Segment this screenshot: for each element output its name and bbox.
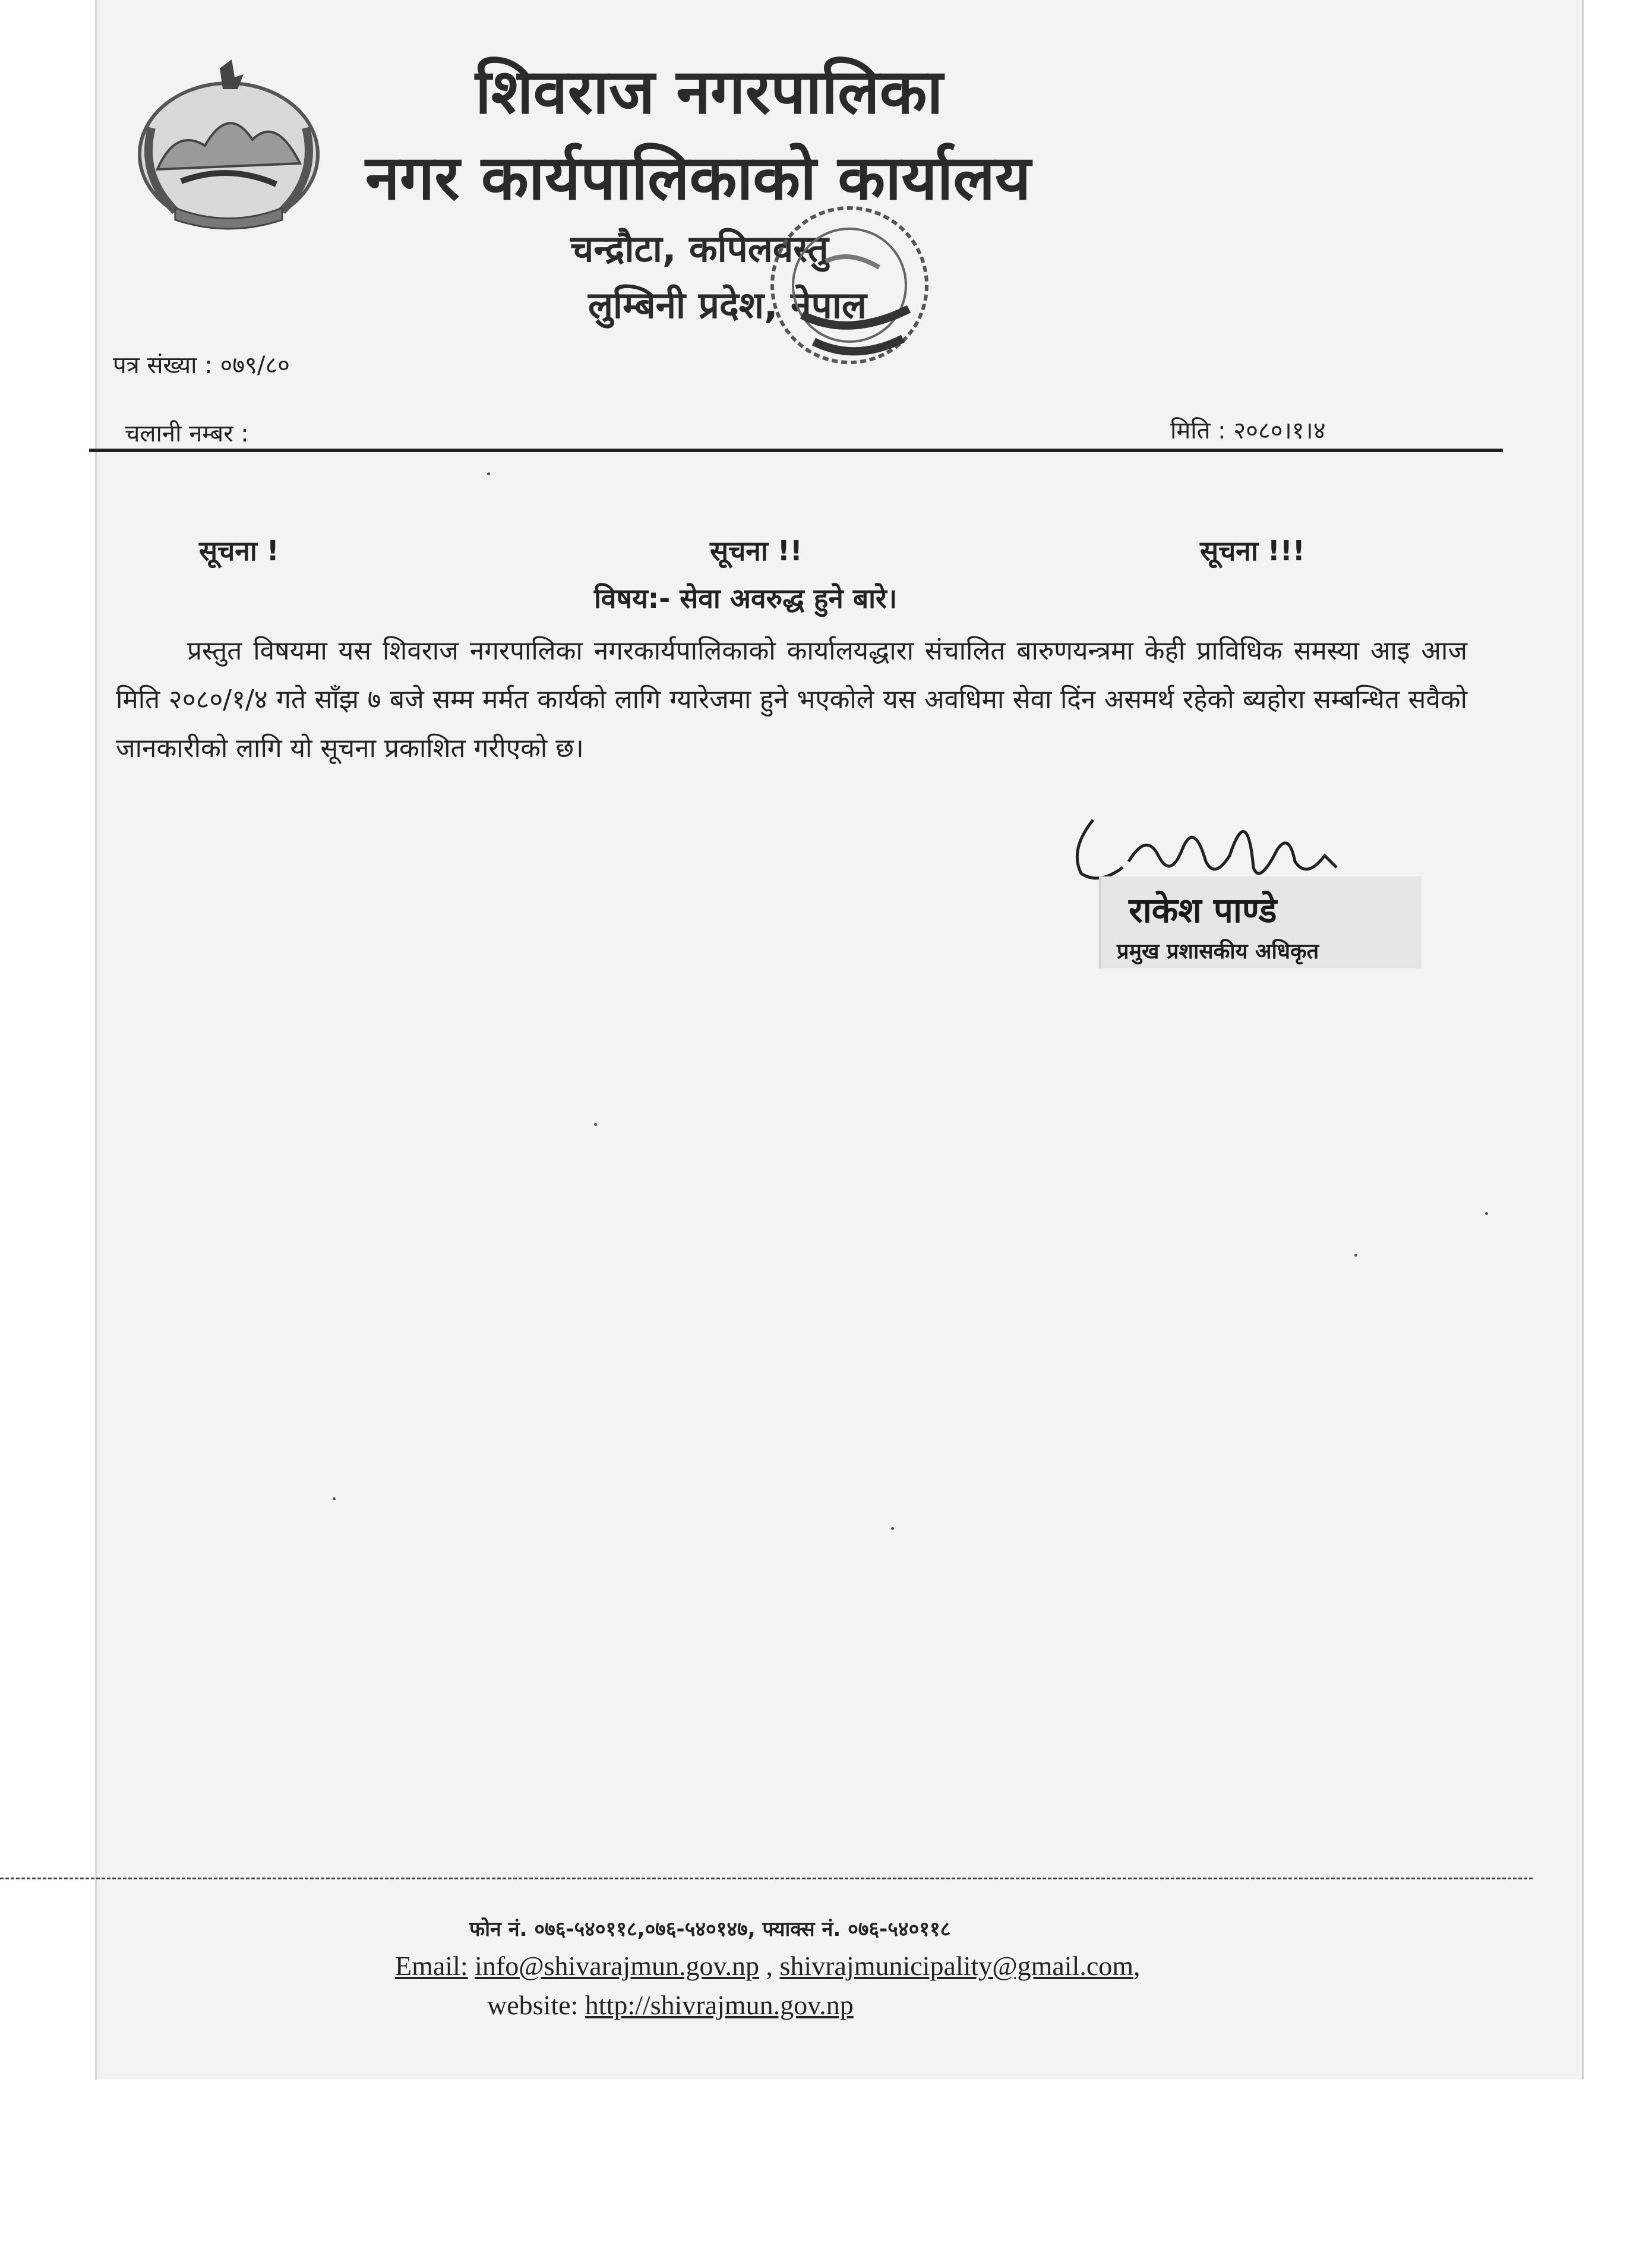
notice-body: प्रस्तुत विषयमा यस शिवराज नगरपालिका नगरकार्यपालिकाको कार्यालयद्धारा संचालित बारुणयन्त्रमा केही प्राविधिक समस्या आइ आज मिति २०८०/१/४ गते साँझ ७ बजे सम्म मर्मत कार्यको लागि ग्यारेजमा हुने भएकोले यस अवधिमा सेवा दिंन असमर्थ रहेको ब्यहोरा सम्बन्धित सवैको जानकारीको लागि यो सूचना प्रकाशित गरीएको छ।	[116, 636, 1467, 764]
subject-line: विषय:- सेवा अवरुद्ध हुने बारे।	[594, 582, 898, 614]
office-name: नगर कार्यपालिकाको कार्यालय	[365, 141, 1031, 214]
scan-speck	[594, 1123, 597, 1126]
patra-value: ०७९/८०	[220, 352, 290, 379]
chalani-label: चलानी नम्बर	[125, 420, 233, 447]
miti-label: मिति	[1170, 417, 1211, 444]
footer-email	[395, 1950, 1141, 1982]
signatory-title: प्रमुख प्रशासकीय अधिकृत	[1117, 939, 1319, 964]
patra-sankhya: पत्र संख्या : ०७९/८०	[113, 352, 290, 379]
office-province: लुम्बिनी प्रदेश, नेपाल	[588, 283, 867, 327]
email-link-info[interactable]: info@shivarajmun.gov.np	[475, 1951, 760, 1981]
email-end: ,	[1133, 1951, 1141, 1981]
patra-label: पत्र संख्या	[113, 352, 197, 379]
header-divider	[89, 449, 1503, 452]
notice-heading-right: सूचना !!!	[1200, 535, 1305, 567]
footer-divider	[0, 1878, 1533, 1879]
footer-phone: फोन नं. ०७६-५४०११८,०७६-५४०१४७, फ्याक्स नं. ०७६-५४०११८	[469, 1917, 951, 1941]
scan-speck	[1354, 1254, 1357, 1257]
office-location: चन्द्रौटा, कपिलवस्तु	[570, 227, 829, 270]
website-label: website:	[487, 1990, 579, 2020]
scan-speck	[333, 1497, 336, 1500]
scan-speck	[1485, 1212, 1488, 1215]
nepal-emblem-icon	[116, 56, 342, 235]
municipality-name: शिवराज नगरपालिका	[475, 55, 943, 128]
email-separator: ,	[766, 1951, 773, 1981]
letter-date: मिति : २०८०।१।४	[1170, 417, 1326, 444]
signatory-name: राकेश पाण्डे	[1129, 890, 1277, 930]
chalani-number: चलानी नम्बर :	[125, 420, 249, 447]
scan-speck	[891, 1527, 894, 1530]
email-link-gmail[interactable]: shivrajmunicipality@gmail.com	[779, 1951, 1134, 1981]
notice-heading-left: सूचना !	[199, 535, 279, 567]
miti-value: २०८०।१।४	[1233, 417, 1326, 444]
email-label: Email:	[395, 1951, 468, 1981]
website-link[interactable]: http://shivrajmun.gov.np	[585, 1990, 854, 2020]
official-stamp-icon	[713, 196, 962, 392]
footer-website	[487, 1989, 854, 2021]
notice-heading-center: सूचना !!	[710, 535, 803, 567]
scan-speck	[487, 472, 490, 475]
